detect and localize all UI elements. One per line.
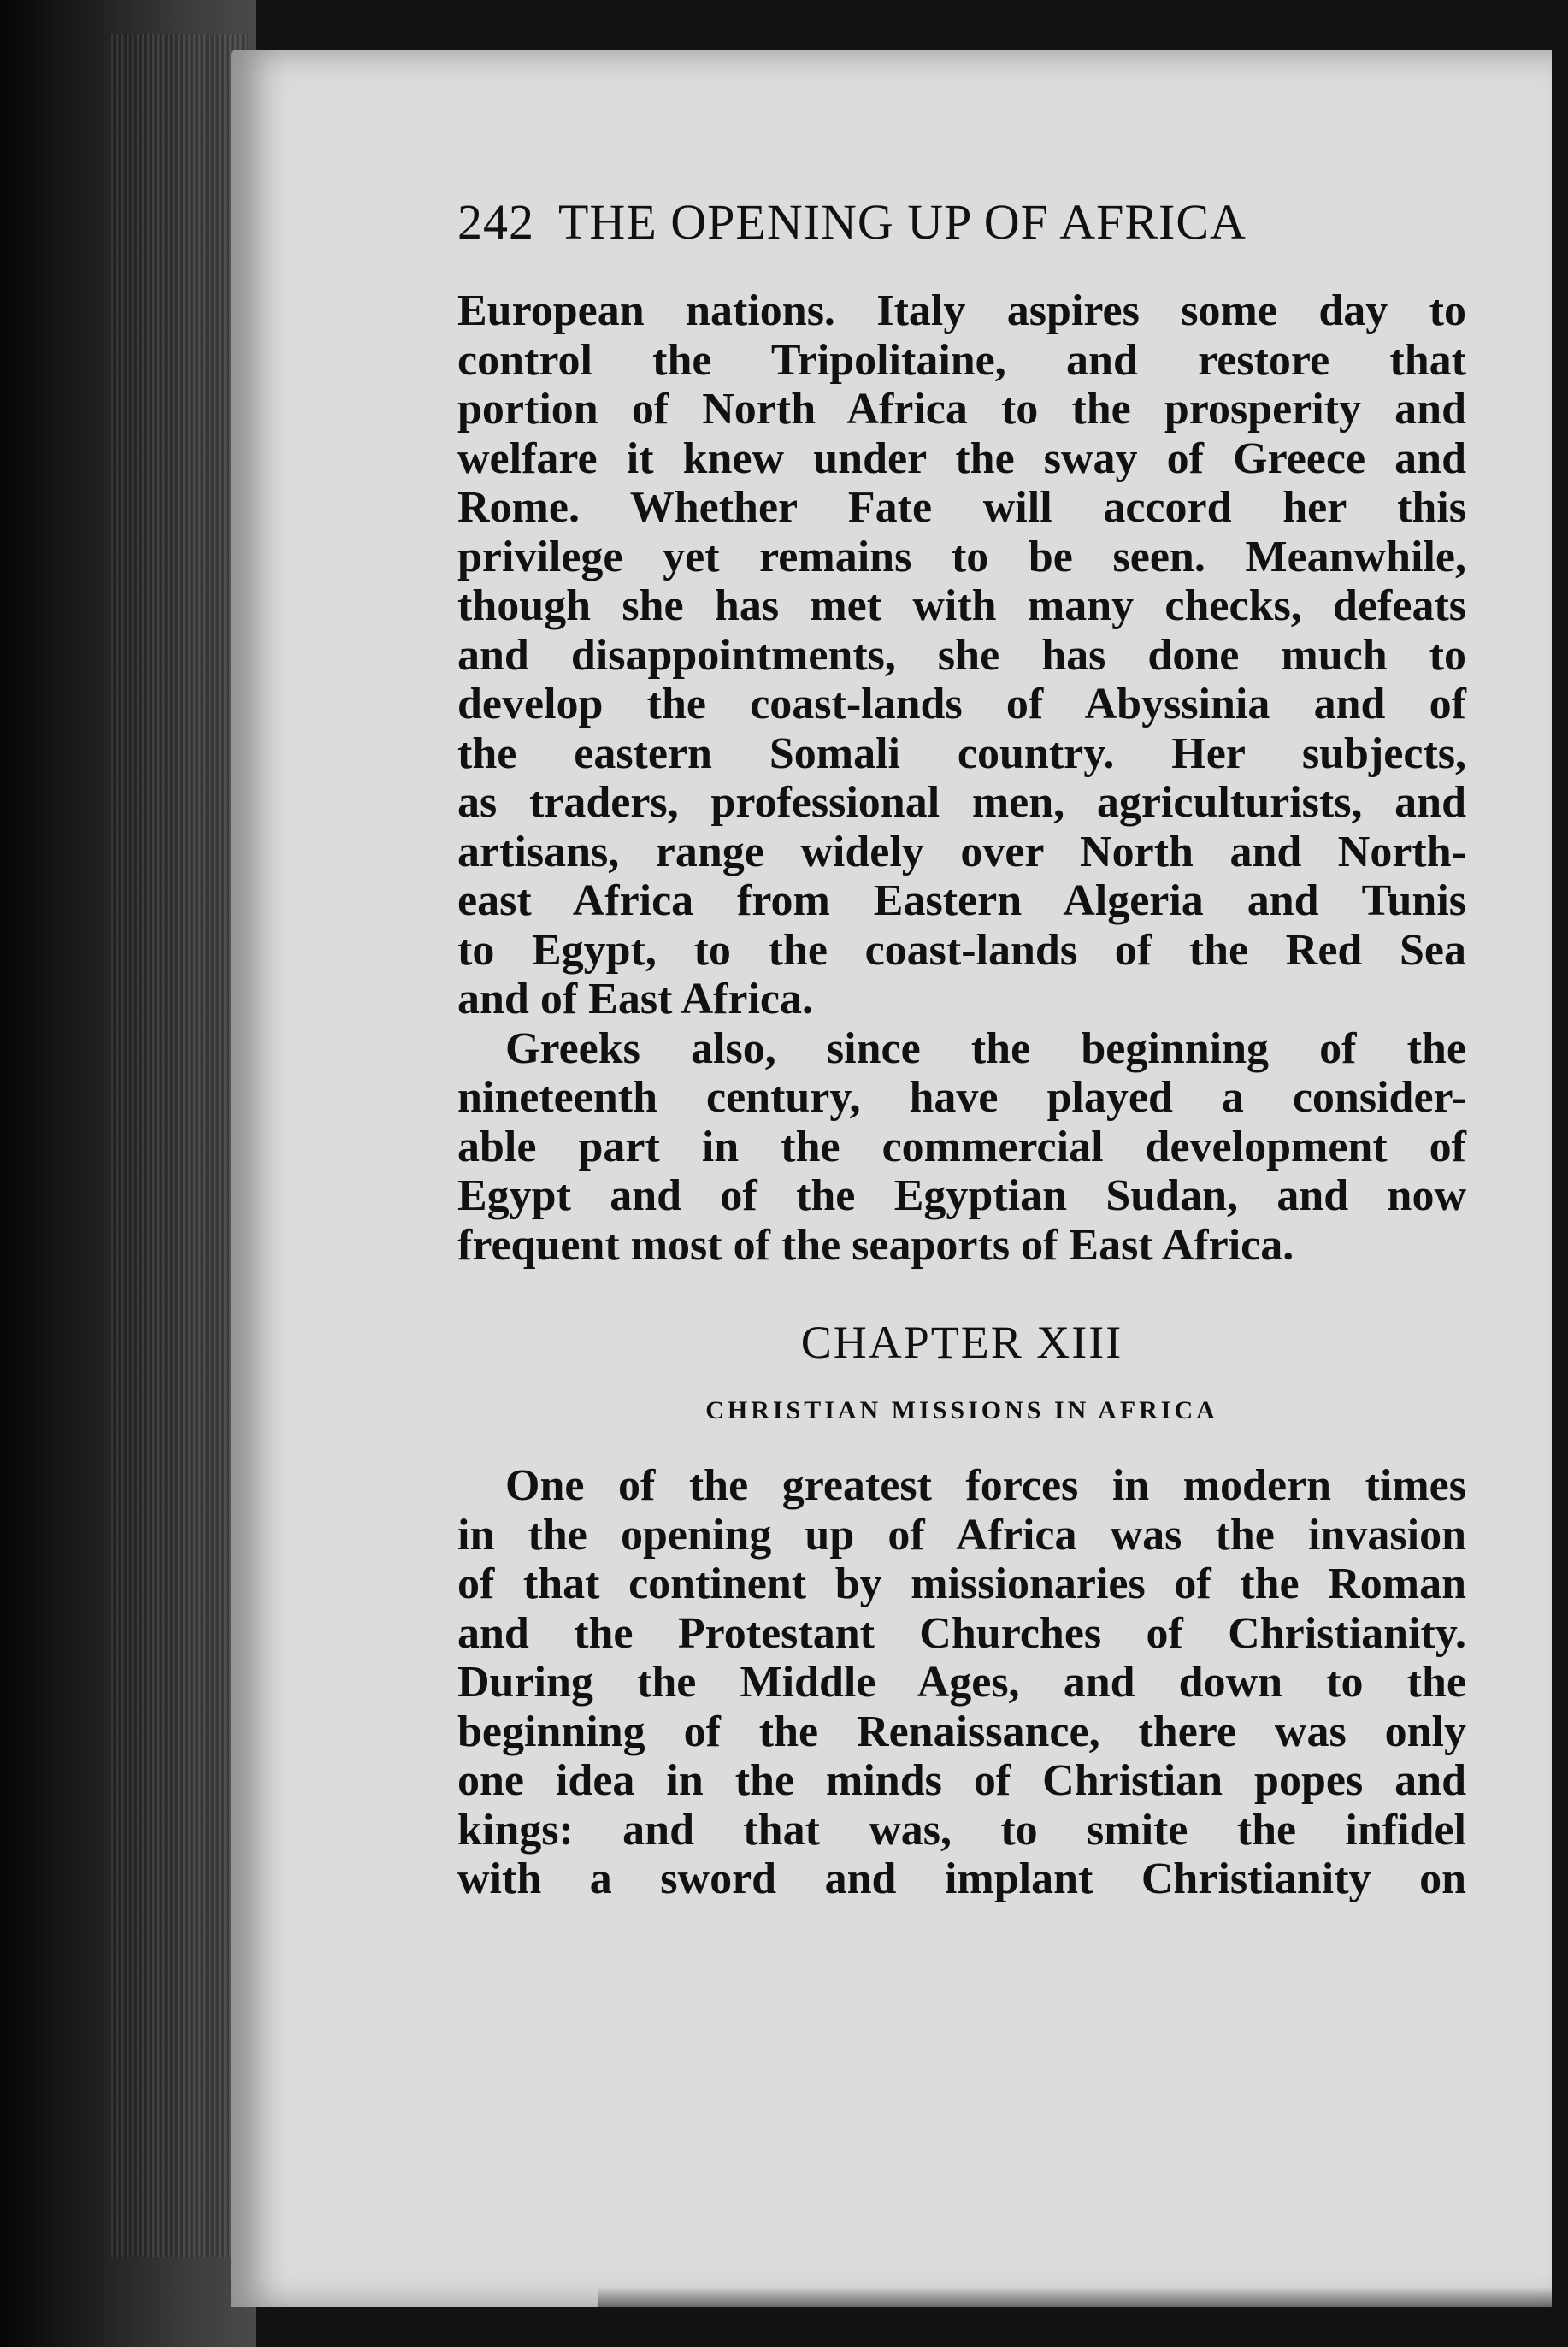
bottom-shadow [598, 2287, 1568, 2347]
text-line: beginning of the Renaissance, there was only [457, 1707, 1466, 1756]
text-line: artisans, range widely over North and North- [457, 827, 1466, 876]
text-line: Greeks also, since the beginning of the [505, 1023, 1466, 1073]
paragraph-3 [457, 1461, 1466, 1904]
text-line: east Africa from Eastern Algeria and Tunis [457, 876, 1466, 925]
text-line: and the Protestant Churches of Christianity. [457, 1608, 1466, 1658]
text-line: One of the greatest forces in modern times [505, 1461, 1466, 1510]
text-line: European nations. Italy aspires some day to [457, 286, 1466, 335]
text-line: nineteenth century, have played a consider- [457, 1073, 1466, 1122]
text-line: to Egypt, to the coast-lands of the Red Sea [457, 925, 1466, 975]
text-line: welfare it knew under the sway of Greece and [457, 433, 1466, 483]
text-line: though she has met with many checks, defeats [457, 581, 1466, 630]
text-line: develop the coast-lands of Abyssinia and of [457, 680, 1466, 728]
page-edges [111, 34, 248, 2257]
text-line: the eastern Somali country. Her subjects, [457, 728, 1466, 778]
text-line: with a sword and implant Christianity on [457, 1855, 1466, 1903]
running-head [457, 192, 1466, 252]
text-line: one idea in the minds of Christian popes and [457, 1756, 1466, 1805]
text-line: and of East Africa. [457, 975, 813, 1023]
paragraph-2 [457, 1024, 1466, 1271]
text-line: of that continent by missionaries of the Roman [457, 1560, 1466, 1608]
page-number: 242 [457, 194, 534, 250]
page-text [457, 192, 1466, 1904]
text-line: Rome. Whether Fate will accord her this [457, 483, 1466, 532]
text-line: kings: and that was, to smite the infidel [457, 1805, 1466, 1855]
text-line: and disappointments, she has done much to [457, 630, 1466, 680]
text-line: Egypt and of the Egyptian Sudan, and now [457, 1171, 1466, 1220]
text-line: control the Tripolitaine, and restore that [457, 335, 1466, 385]
text-line: privilege yet remains to be seen. Meanwhile, [457, 532, 1466, 581]
chapter-title: CHAPTER XIII [800, 1317, 1123, 1368]
text-line: During the Middle Ages, and down to the [457, 1658, 1466, 1707]
text-line: frequent most of the seaports of East Africa. [457, 1220, 1294, 1270]
text-line: in the opening up of Africa was the invasion [457, 1510, 1466, 1560]
paragraph-1 [457, 286, 1466, 1024]
chapter-subtitle: CHRISTIAN MISSIONS IN AFRICA [705, 1396, 1218, 1424]
text-line: able part in the commercial development of [457, 1122, 1466, 1171]
running-head-title: THE OPENING UP OF AFRICA [558, 194, 1247, 250]
text-line: as traders, professional men, agriculturists, and [457, 778, 1466, 827]
text-line: portion of North Africa to the prosperity and [457, 385, 1466, 433]
